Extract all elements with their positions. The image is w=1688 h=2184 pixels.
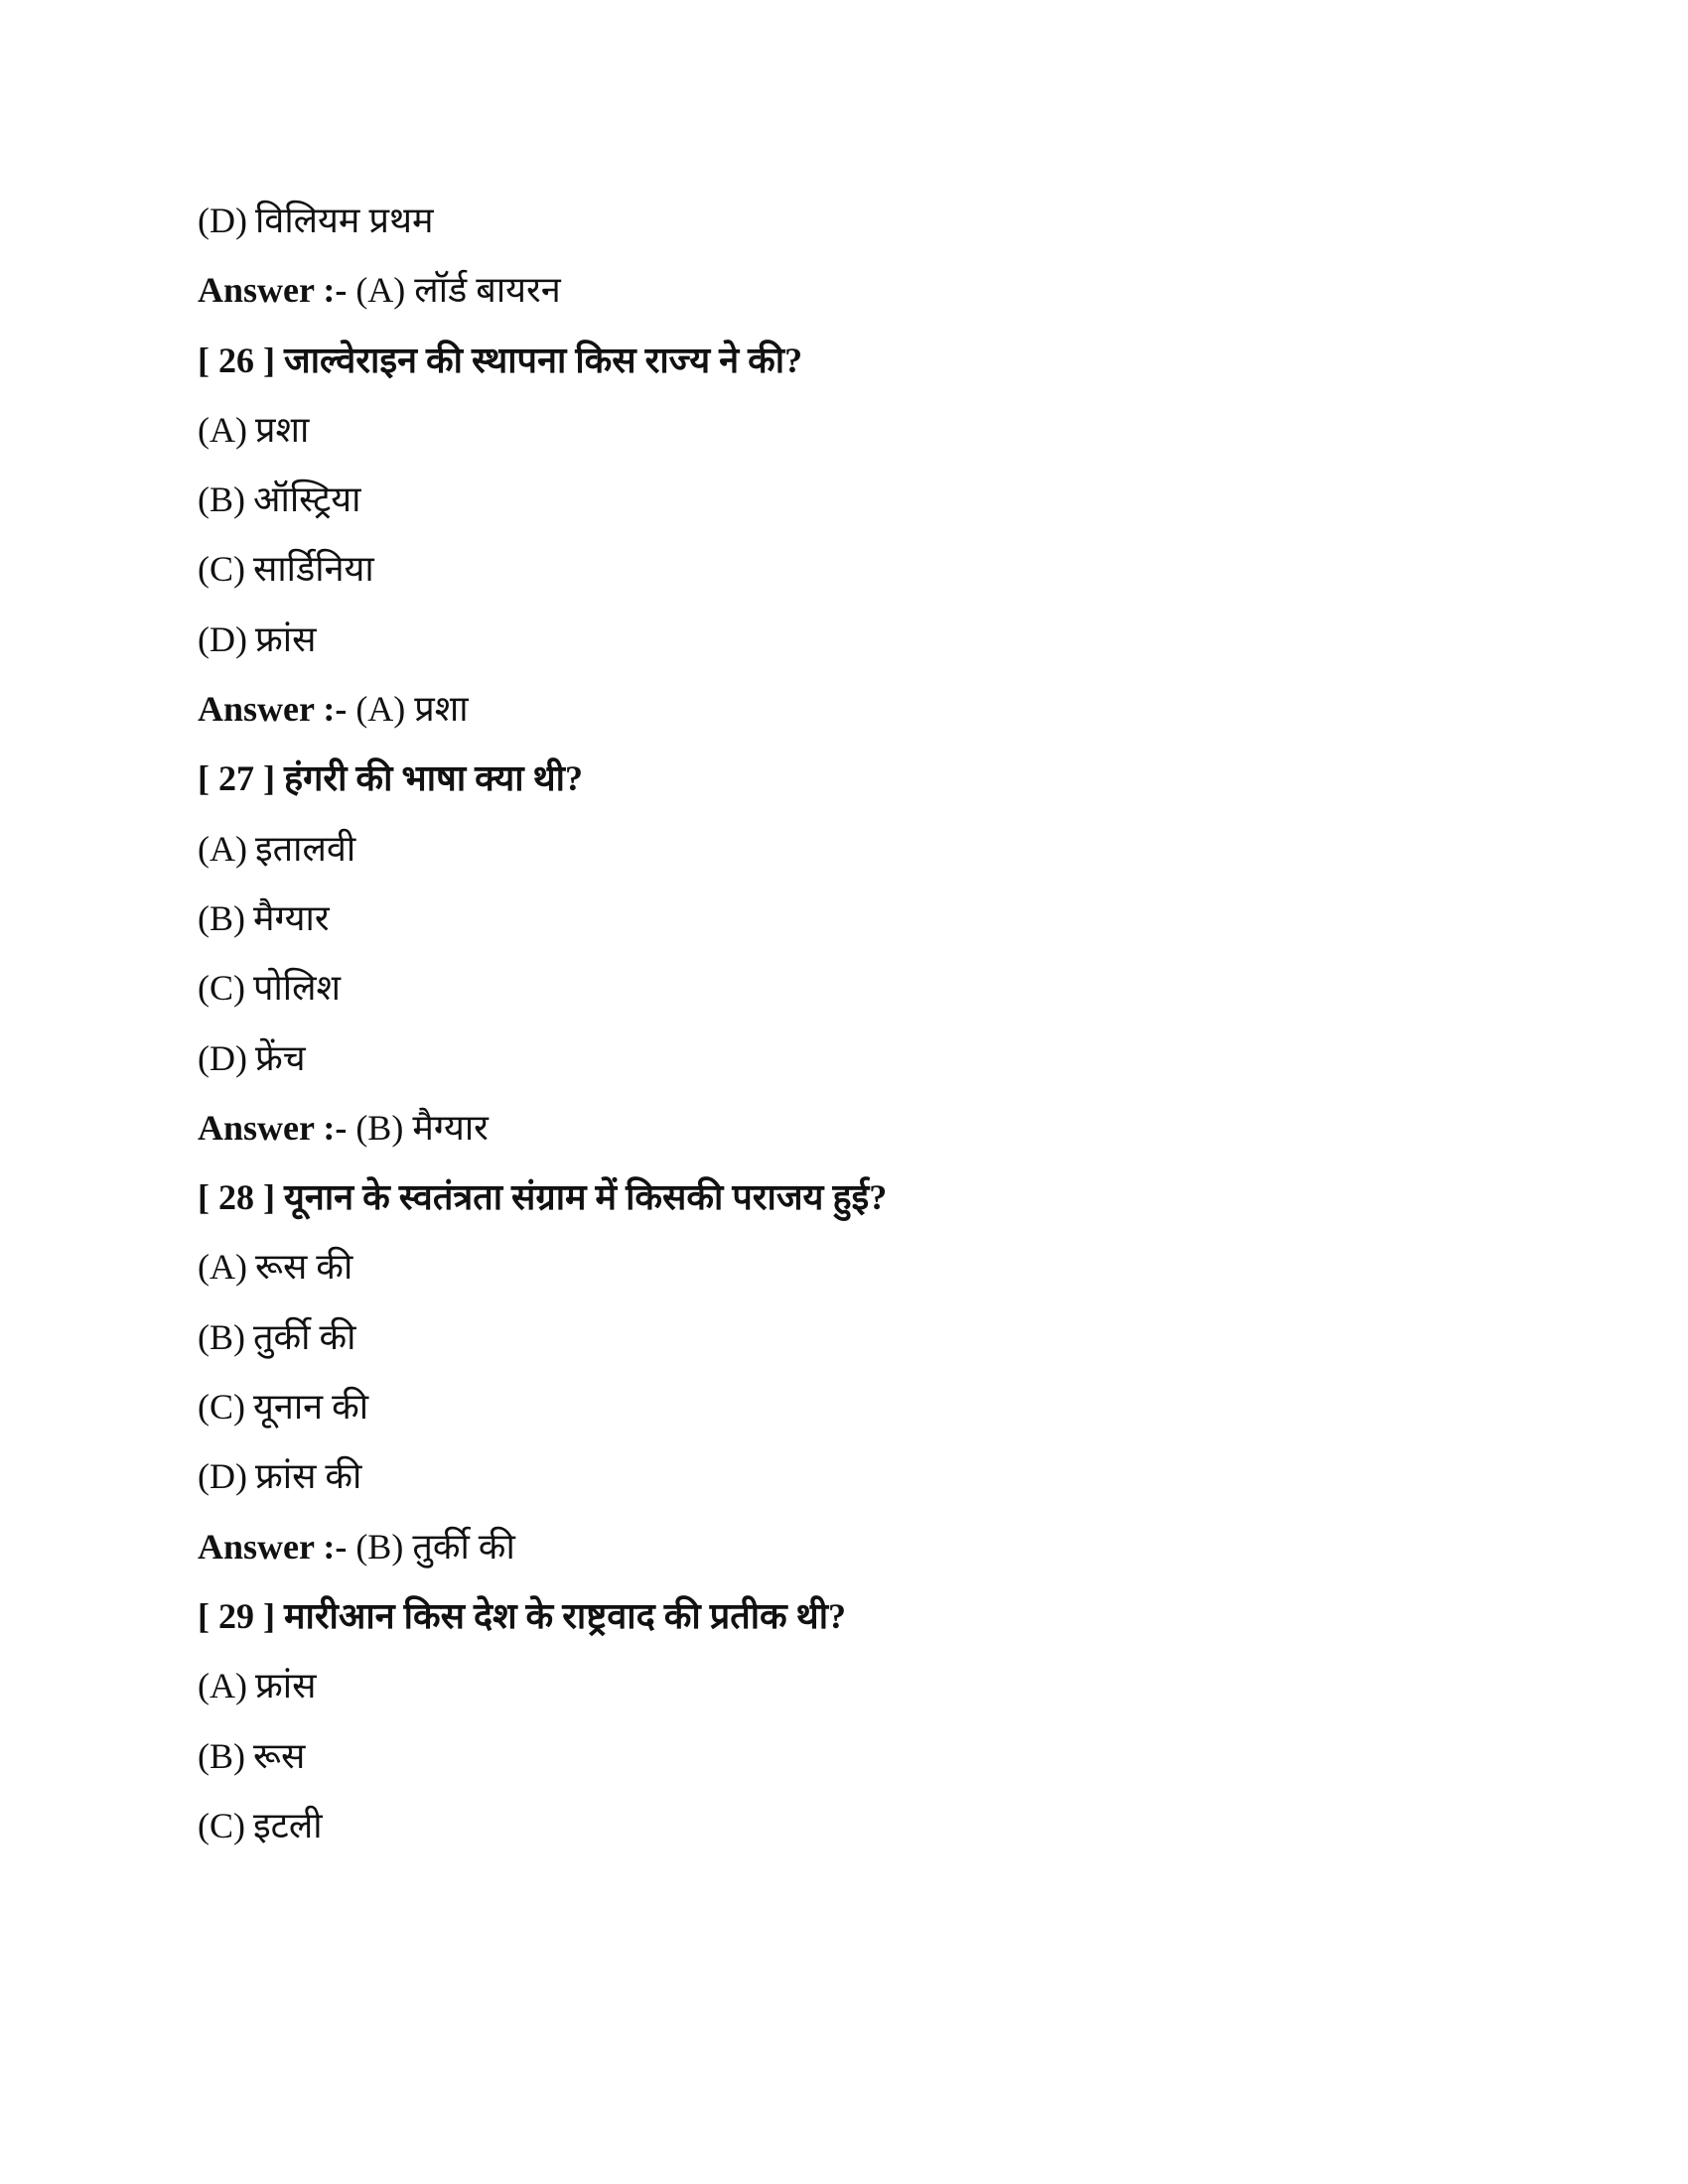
option-letter: (B) (198, 1316, 245, 1357)
option-text: यूनान की (253, 1387, 369, 1428)
option-text: तुर्की की (253, 1316, 356, 1357)
answer-label: Answer :- (198, 689, 348, 730)
question-number: [ 28 ] (198, 1177, 275, 1218)
question-text: जाल्वेराइन की स्थापना किस राज्य ने की? (283, 340, 803, 380)
question-heading (198, 752, 887, 822)
option-text: फ्रांस (254, 618, 317, 659)
answer-line (198, 264, 887, 334)
option-text: फ्रांस (254, 1666, 317, 1706)
option-text: इतालवी (254, 828, 356, 869)
question-heading (198, 1590, 887, 1660)
option-line (198, 1032, 887, 1102)
option-line (198, 1730, 887, 1800)
option-line (198, 1450, 887, 1520)
option-letter: (D) (198, 201, 247, 240)
option-letter: (A) (198, 1666, 247, 1706)
question-number: [ 27 ] (198, 758, 275, 799)
option-text: फ्रेंच (254, 1037, 306, 1078)
question-text: यूनान के स्वतंत्रता संग्राम में किसकी पराजय हुई? (283, 1177, 888, 1218)
answer-letter: (A) (355, 270, 406, 311)
question-heading (198, 335, 887, 404)
answer-letter: (B) (355, 1526, 404, 1567)
option-line (198, 1660, 887, 1729)
option-line (198, 614, 887, 683)
option-text: सार्डिनिया (253, 549, 374, 590)
option-line (198, 962, 887, 1031)
question-text: हंगरी की भाषा क्या थी? (283, 758, 583, 799)
option-text: फ्रांस की (254, 1456, 362, 1497)
answer-label: Answer :- (198, 1526, 348, 1567)
option-letter: (B) (198, 1735, 245, 1776)
answer-text: प्रशा (414, 689, 469, 730)
option-text: प्रशा (254, 409, 310, 450)
option-line (198, 892, 887, 962)
option-letter: (B) (198, 897, 245, 938)
answer-text: मैग्यार (412, 1107, 489, 1148)
answer-line (198, 683, 887, 752)
option-letter: (B) (198, 479, 245, 520)
option-letter: (C) (198, 1387, 245, 1428)
document-page (198, 195, 887, 1869)
answer-letter: (B) (355, 1107, 404, 1148)
option-letter: (A) (198, 409, 247, 450)
option-line (198, 1800, 887, 1869)
question-number: [ 26 ] (198, 340, 275, 380)
question-number: [ 29 ] (198, 1595, 275, 1636)
option-letter: (C) (198, 968, 245, 1009)
option-letter: (C) (198, 1805, 245, 1845)
option-text: पोलिश (253, 968, 341, 1009)
answer-label: Answer :- (198, 1107, 348, 1148)
answer-letter: (A) (355, 689, 406, 730)
option-line (198, 1381, 887, 1450)
option-line (198, 543, 887, 613)
option-line (198, 195, 887, 264)
answer-text: लॉर्ड बायरन (414, 270, 561, 311)
option-letter: (A) (198, 1247, 247, 1288)
option-line (198, 1241, 887, 1310)
option-line (198, 1311, 887, 1381)
question-heading (198, 1171, 887, 1241)
option-letter: (D) (198, 1037, 247, 1078)
option-text: मैग्यार (253, 897, 330, 938)
option-letter: (C) (198, 549, 245, 590)
option-text: रूस (253, 1735, 306, 1776)
option-letter: (D) (198, 1456, 247, 1497)
answer-line (198, 1521, 887, 1590)
option-line (198, 404, 887, 474)
option-line (198, 474, 887, 543)
answer-text: तुर्की की (412, 1526, 515, 1567)
option-text: ऑस्ट्रिया (253, 479, 361, 520)
option-line (198, 823, 887, 892)
answer-label: Answer :- (198, 270, 348, 311)
option-letter: (D) (198, 618, 247, 659)
question-text: मारीआन किस देश के राष्ट्रवाद की प्रतीक थी? (283, 1595, 847, 1636)
answer-line (198, 1102, 887, 1171)
option-text: रूस की (254, 1247, 353, 1288)
option-text: विलियम प्रथम (254, 201, 434, 240)
option-letter: (A) (198, 828, 247, 869)
option-text: इटली (253, 1805, 323, 1845)
